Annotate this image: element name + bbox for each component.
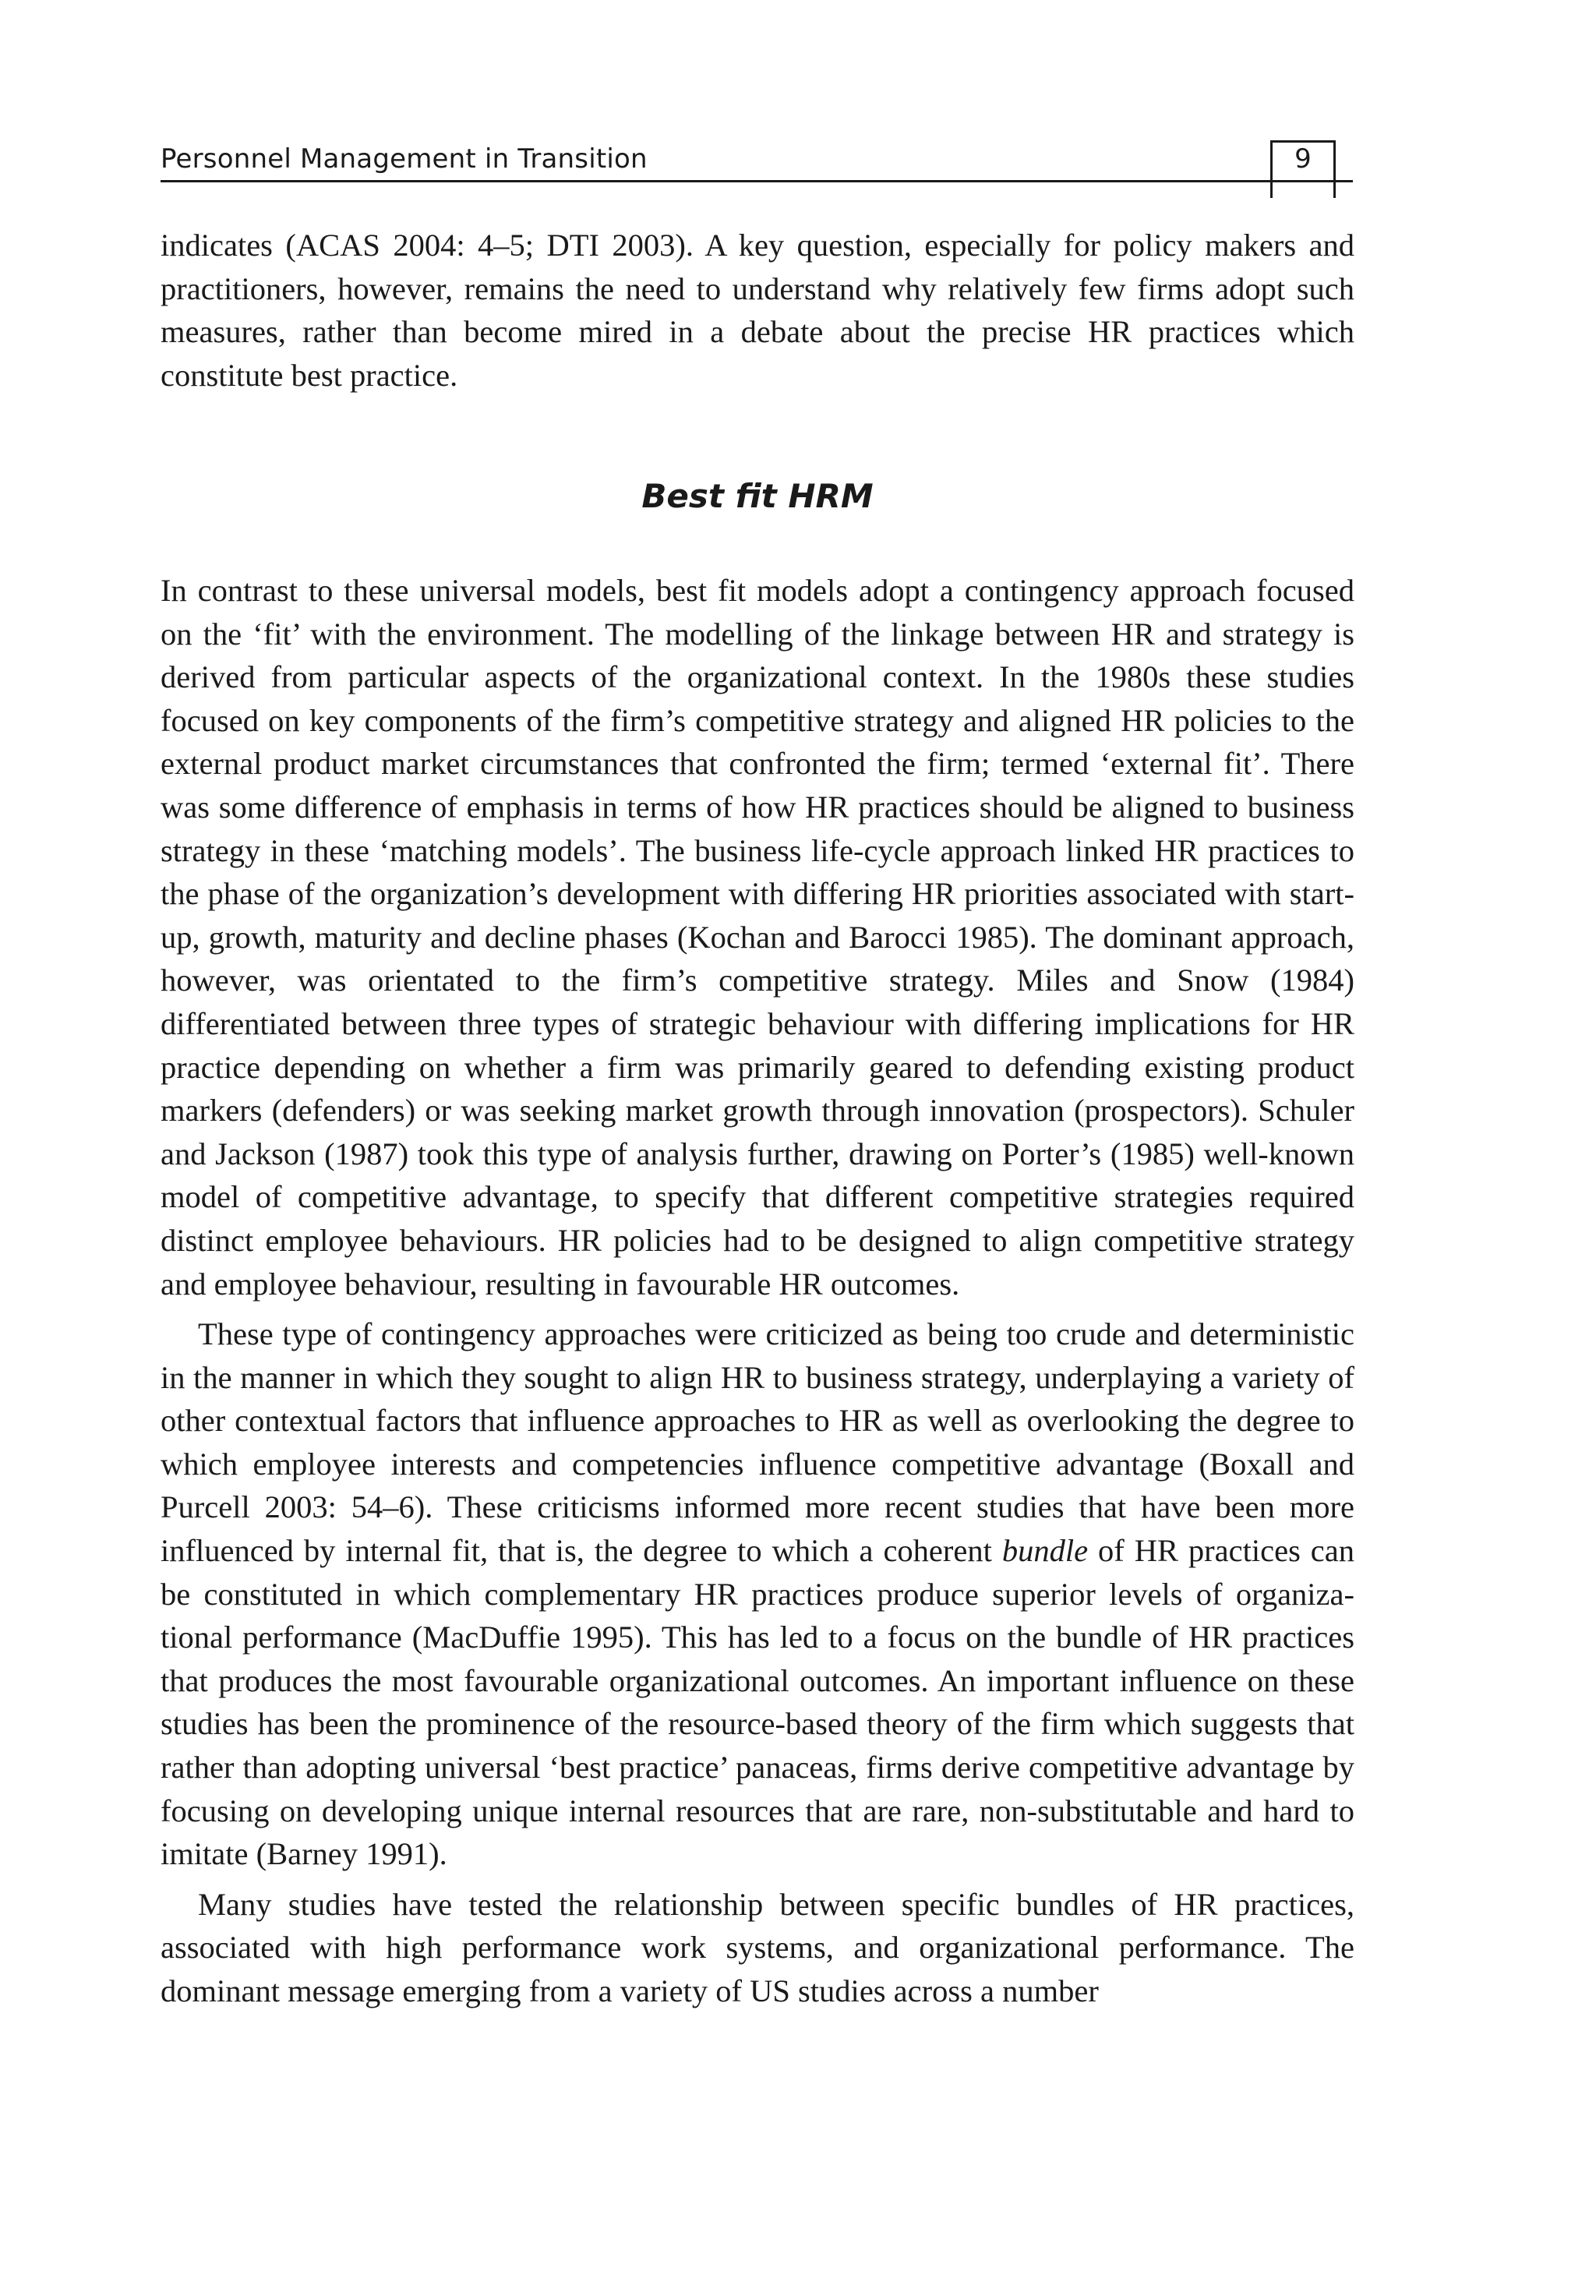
paragraph-2 — [161, 1312, 1354, 1876]
page-number-box-top — [1270, 140, 1336, 143]
section-body — [161, 569, 1354, 2013]
page-number: 9 — [1294, 143, 1312, 175]
paragraph-2-part-2: of HR practices can be constituted in which complementary HR practices produce superior levels of organizational performance (MacDuffie 1995). This has led to a focus on the bundle of HR practices that produces the most favourable organizational outcomes. An important influence on these studies has been the prominence of the resource-based theory of the firm which suggests that rather than adopting universal ‘best practice’ panaceas, firms derive competitive advantage by focusing on developing unique internal resources that are rare, non-substitutable and hard to imitate (Barney 1991). — [161, 1533, 1354, 1872]
running-title: Personnel Management in Transition — [161, 143, 648, 175]
running-header — [161, 140, 1353, 181]
section-heading: Best fit HRM — [641, 477, 874, 515]
paragraph-1: In contrast to these universal models, best fit models adopt a contingency approach focused on the ‘fit’ with the environment. The modelling of the linkage between HR and strategy is derived from particular aspects of the organizational context. In the 1980s these studies focused on key components of the firm’s competitive strategy and aligned HR policies to the external product market circumstances that confronted the firm; termed ‘external fit’. There was some difference of emphasis in terms of how HR practices should be aligned to business strategy in these ‘matching models’. The business life-cycle approach linked HR practices to the phase of the organization’s development with differing HR priorities associated with start-up, growth, maturity and decline phases (Kochan and Barocci 1985). The dominant approach, however, was orientated to the firm’s competitive strategy. Miles and Snow (1984) differentiated between three types of strategic behaviour with differing implications for HR practice depending on whether a firm was primarily geared to defending existing product markers (defenders) or was seeking market growth through innovation (prospectors). Schuler and Jackson (1987) took this type of analysis further, drawing on Porter’s (1985) well-known model of competitive advantage, to specify that different competitive strategies required distinct employee behaviours. HR policies had to be designed to align competitive strategy and employee behaviour, resulting in favourable HR outcomes. — [161, 573, 1354, 1302]
intro-paragraph: indicates (ACAS 2004: 4–5; DTI 2003). A key question, especially for policy makers and practitioners, however, remains the need to understand why relatively few firms adopt such measures, rather than become mired in a debate about the precise HR practices which constitute best practice. — [161, 228, 1354, 393]
paragraph-3: Many studies have tested the relationship between specific bundles of HR practices, associated with high performance work systems, and organizational performance. The dominant message emerging from a variety of US studies across a number — [161, 1886, 1354, 2008]
paragraph-2-part-1: These type of contingency approaches were criticized as being too crude and deterministic in the manner in which they sought to align HR to business strategy, underplaying a variety of other contextual factors that influence approaches to HR as well as overlooking the degree to which employee interests and competencies influence competitive advantage (Boxall and Purcell 2003: 54–6). These criticisms informed more recent studies that have been more influenced by internal fit, that is, the degree to which a coherent — [161, 1316, 1354, 1569]
paragraph-2-emphasis: bundle — [1001, 1533, 1089, 1569]
header-rule — [161, 180, 1353, 182]
intro-text — [161, 224, 1354, 397]
